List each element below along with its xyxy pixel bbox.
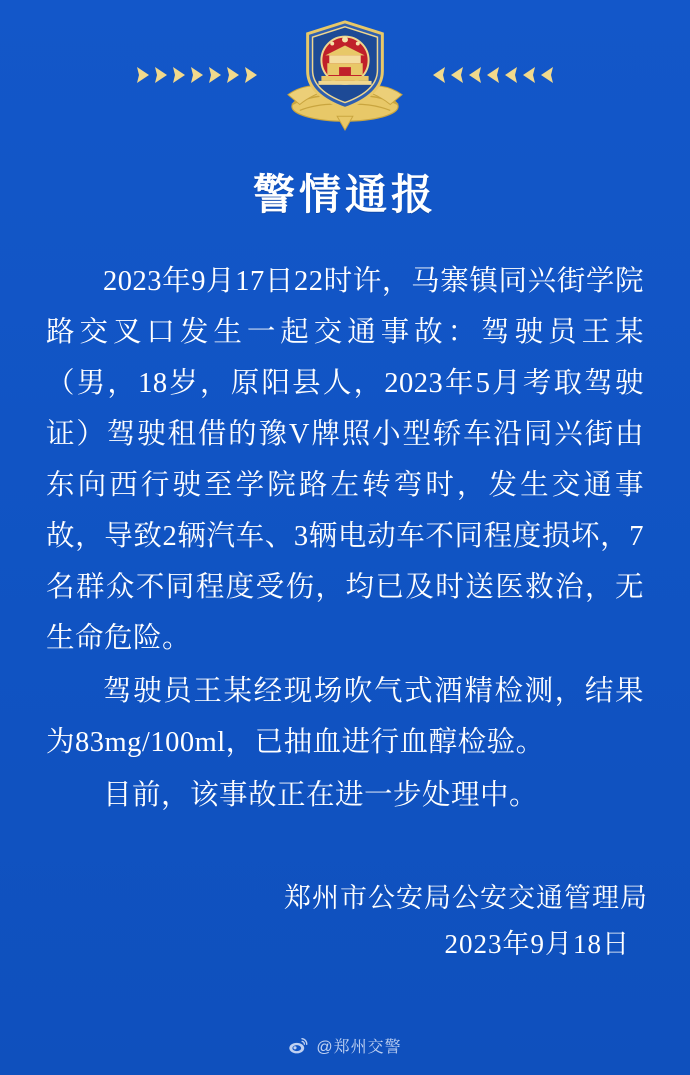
notice-paragraph-2: 驾驶员王某经现场吹气式酒精检测，结果为83mg/100ml，已抽血进行血醇检验。 (46, 676, 644, 758)
watermark-text: @郑州交警 (316, 1039, 402, 1056)
police-badge-emblem-icon (286, 16, 404, 134)
poster-header (0, 0, 690, 150)
notice-paragraph-1: 2023年9月17日22时许，马寨镇同兴街学院路交叉口发生一起交通事故：驾驶员王某（男，18岁，原阳县人，2023年5月考取驾驶证）驾驶租借的豫V牌照小型轿车沿同兴街由东向西行驶至学院路左转弯时，发生交通事故，导致2辆汽车、3辆电动车不同程度损坏，7名群众不同程度受伤，均已及时送医救治，无生命危险。 (46, 266, 644, 654)
wheat-chevrons-left-icon (136, 65, 260, 85)
signature-block (0, 875, 690, 967)
wheat-chevrons-right-icon (430, 65, 554, 85)
watermark (0, 1034, 690, 1057)
signature-organization: 郑州市公安局公安交通管理局 (284, 883, 648, 913)
weibo-icon (288, 1035, 309, 1056)
notice-paragraph-3: 目前，该事故正在进一步处理中。 (103, 780, 539, 811)
signature-date: 2023年9月18日 (444, 929, 630, 959)
page-title: 警情通报 (252, 173, 437, 219)
notice-body (0, 256, 690, 821)
